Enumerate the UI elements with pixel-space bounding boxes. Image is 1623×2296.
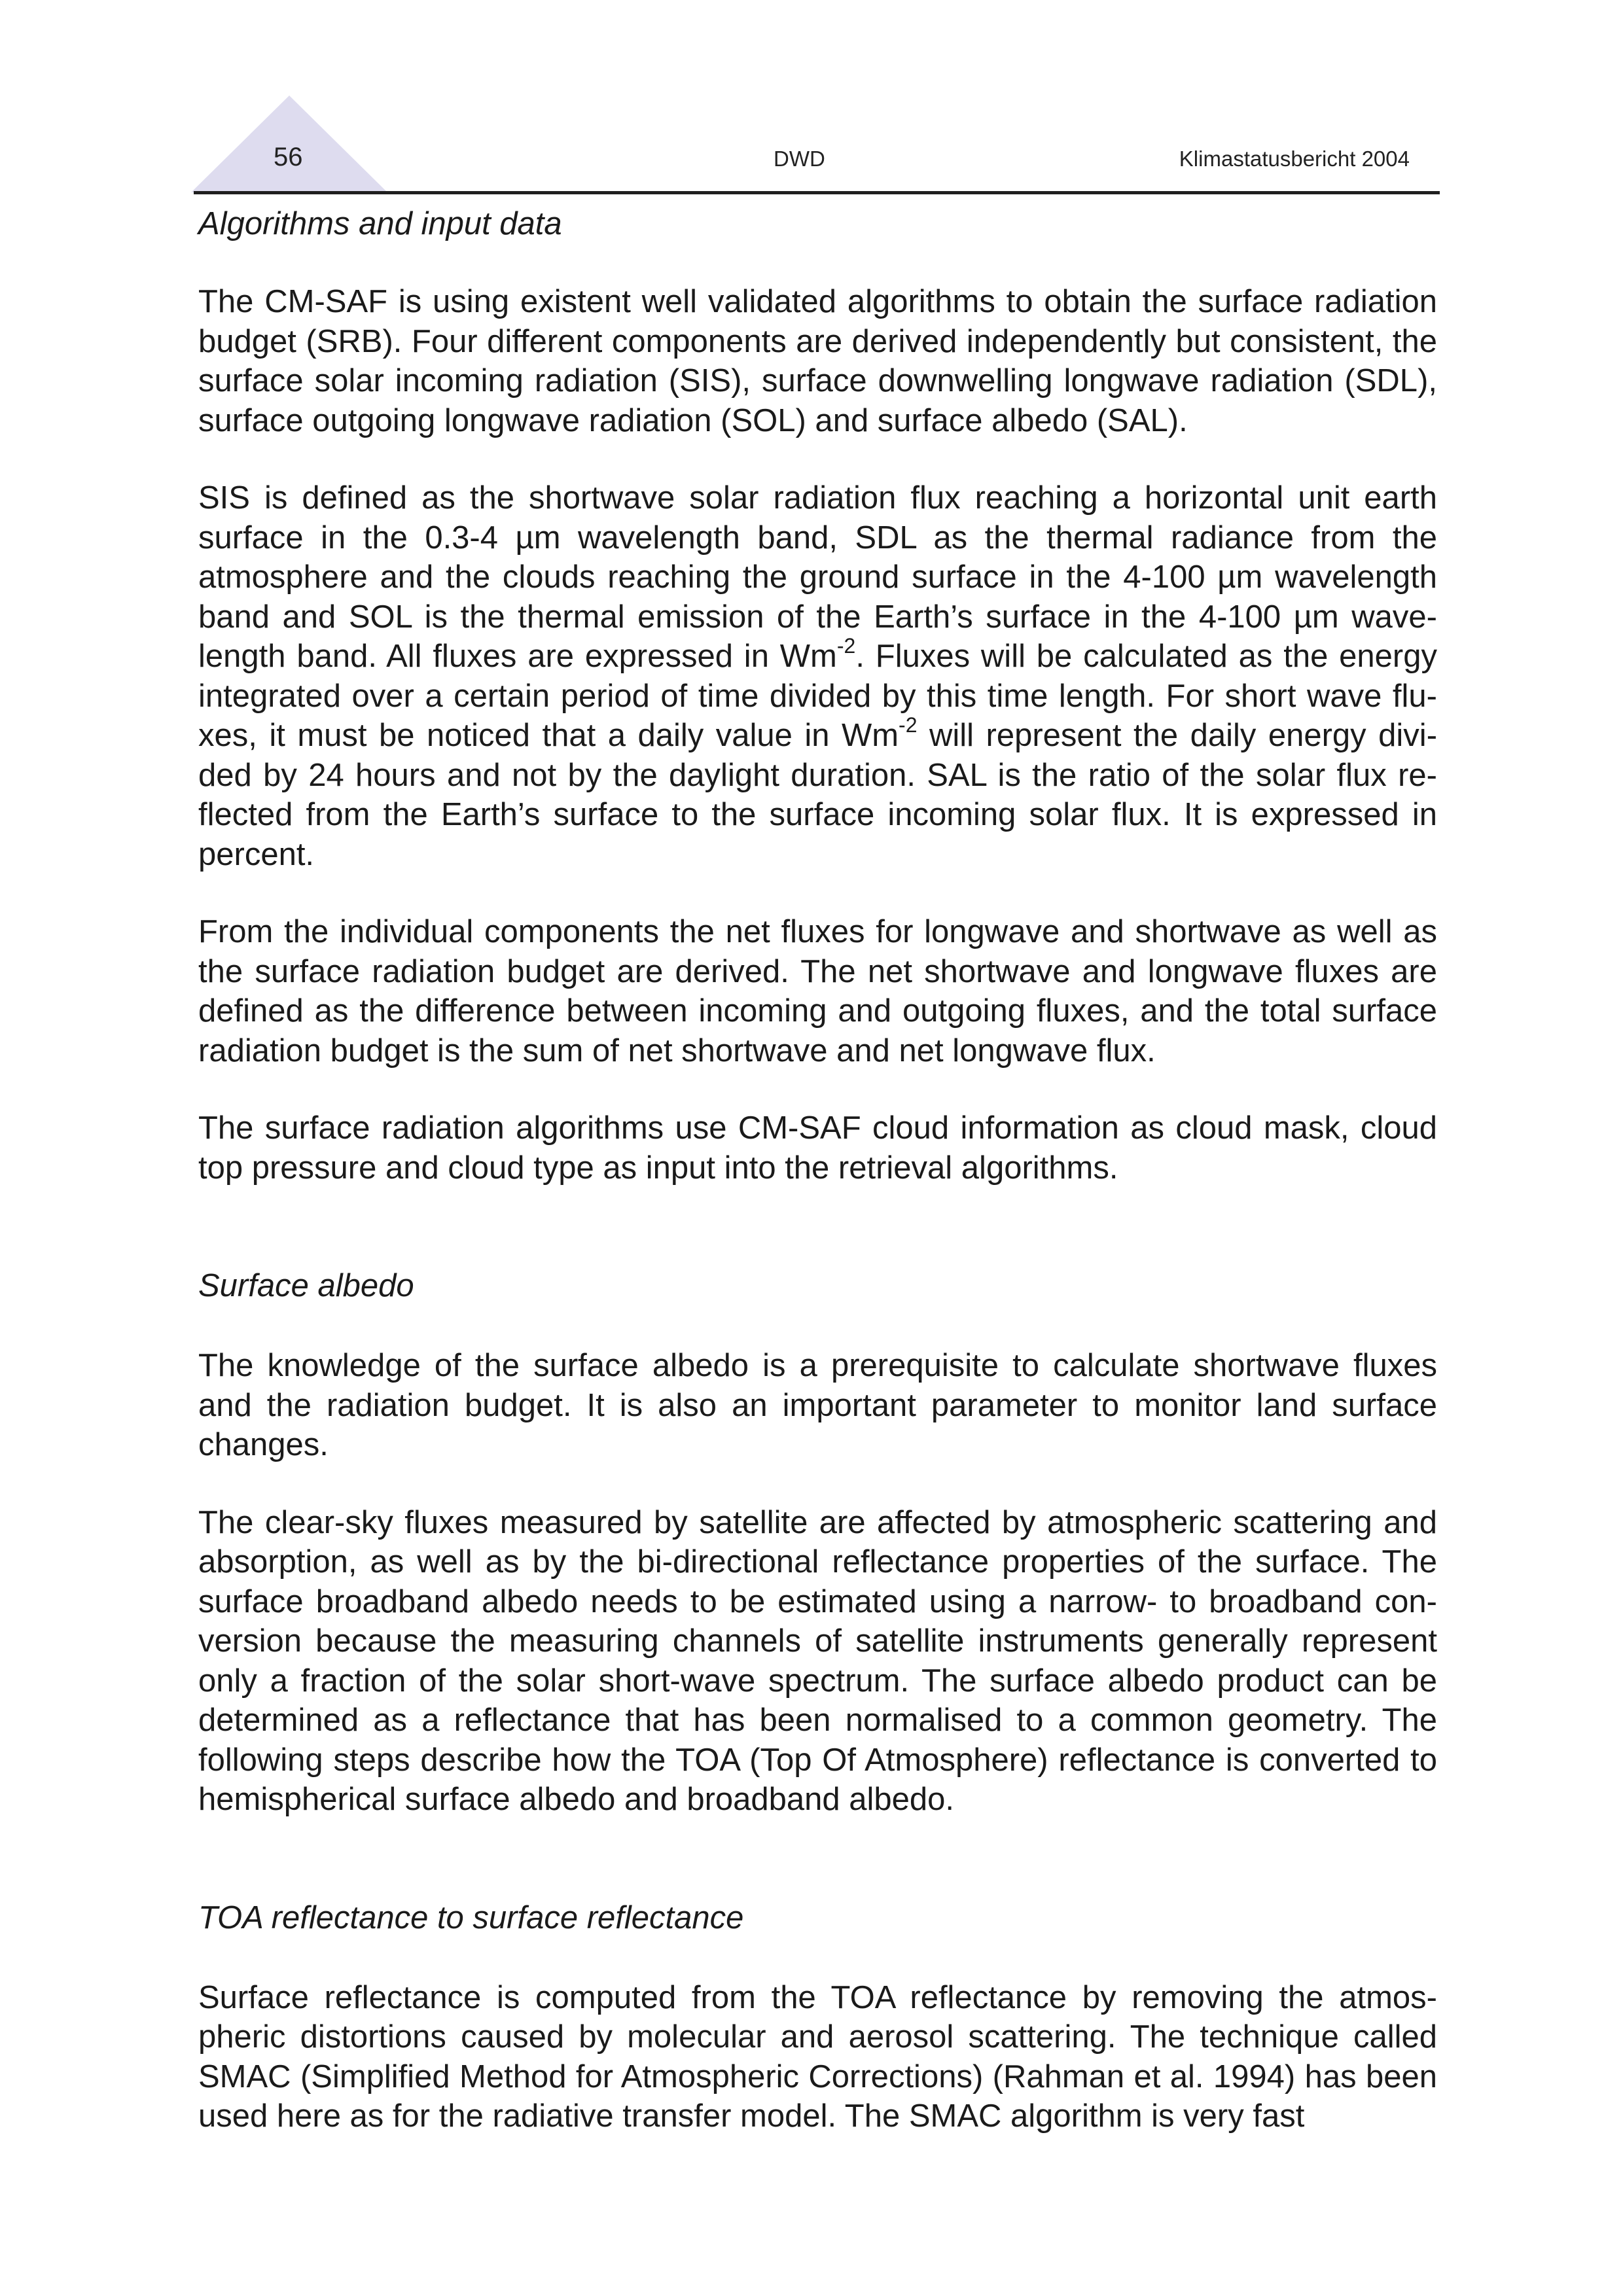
page-number: 56 — [274, 143, 303, 171]
section-heading-surface-albedo: Surface albedo — [198, 1268, 414, 1303]
page-body — [198, 204, 1437, 2136]
paragraph-srb-intro: The CM-SAF is using existent well validated algorithms to obtain the surface radiation budget (SRB). Four different components are derived independently but consistent, the surface solar incoming radiation (SIS), surface downwelling longwave radiation (SDL), surface outgoing longwave radiation (SOL) and surface albedo (SAL). — [198, 284, 1437, 438]
page-header — [0, 0, 1623, 196]
header-publication-title: Klimastatusbericht 2004 — [1179, 147, 1410, 171]
paragraph-smac: Surface reflectance is computed from the TOA reflectance by removing the atmos-pheric distortions caused by molecular and aerosol scattering. The technique called SMAC (Simplified Method for Atmospheric Corrections) (Rahman et al. 1994) has been used here as for the radiative transfer model. The SMAC algorithm is very fast — [198, 1979, 1437, 2134]
header-triangle-decoration — [0, 0, 458, 196]
superscript: -2 — [899, 713, 918, 737]
paragraph-cloud-input: The surface radiation algorithms use CM-SAF cloud information as cloud mask, cloud top pressure and cloud type as input into the retrieval algorithms. — [198, 1110, 1437, 1186]
paragraph-net-fluxes: From the individual components the net fluxes for longwave and shortwave as well as the surface radiation budget are derived. The net shortwave and longwave fluxes are defined as the difference between incoming and outgoing fluxes, and the total surface radiation budget is the sum of net shortwave and net longwave flux. — [198, 914, 1437, 1069]
paragraph-clear-sky-fluxes: The clear-sky fluxes measured by satellite are affected by atmospheric scattering and absorption, as well as by the bi-directional reflectance properties of the surface. The surface broadband albedo needs to be estimated using a narrow- to broadband con-version because the measuring channels of satellite instruments generally represent only a fraction of the solar short-wave spectrum. The surface albedo product can be determined as a reflectance that has been normalised to a common geometry. The following steps describe how the TOA (Top Of Atmosphere) reflectance is converted to hemispherical surface albedo and broadband albedo. — [198, 1504, 1437, 1817]
superscript: -2 — [836, 633, 856, 658]
paragraph-text: SIS is defined as the shortwave solar radiation flux reaching a horizontal unit earth surface in the 0.3-4 µm wavelength band, SDL as the thermal radiance from the atmosphere and the clouds reaching the ground surface in the 4-100 µm wavelength band and SOL is the thermal emission of the Earth’s surface in the 4-100 µm wave-length band. All fluxes are expressed in Wm — [198, 480, 1437, 674]
paragraph-text: . Fluxes will be calculated as the energy integrated over a certain period of time divided by this time length. For short wave flu-xes, it must be noticed that a daily value in Wm — [198, 639, 1437, 753]
paragraph-albedo-intro: The knowledge of the surface albedo is a prerequisite to calculate shortwave fluxes and the radiation budget. It is also an important parameter to monitor land surface changes. — [198, 1348, 1437, 1462]
section-heading-algorithms: Algorithms and input data — [198, 206, 562, 241]
header-rule — [194, 191, 1440, 194]
paragraph-text: will represent the daily energy divi-ded by 24 hours and not by the daylight duration. SAL is the ratio of the solar flux re-flected from the Earth’s surface to the surface incoming solar flux. It is expressed in percent. — [198, 718, 1438, 872]
header-publisher: DWD — [774, 147, 825, 171]
paragraph-flux-definitions — [198, 478, 1437, 874]
section-heading-toa-reflectance: TOA reflectance to surface reflectance — [198, 1899, 744, 1935]
